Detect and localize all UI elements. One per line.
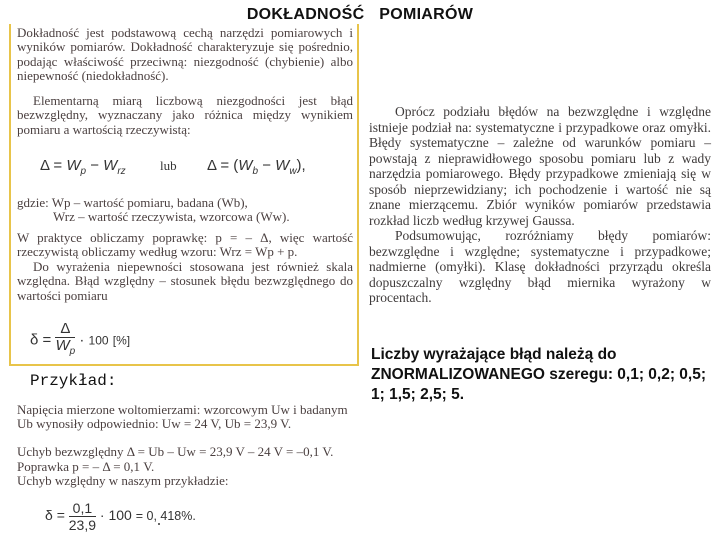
formula-symbol: W [55,337,70,354]
formula-fraction [55,321,75,360]
correction-text: W praktyce obliczamy poprawkę: p = – Δ, więc wartość rzeczywistą obliczamy według wzoru: Wrz = Wp + p. [17,230,353,260]
formula-subscript: rz [117,166,126,177]
example-calc-line: Uchyb bezwzględny Δ = Ub – Uw = 23,9 V – 24 V = –0,1 V. [17,444,334,459]
formula-symbol: = [53,157,63,174]
formula-result: = 0, 418%. [135,509,196,524]
relative-error-formula [30,321,130,360]
formula-symbol: − [262,157,271,174]
example-heading: Przykład: [30,372,117,390]
formula-symbol: − [90,157,99,174]
formula-symbol: · [99,507,105,524]
example-description: Napięcia mierzone woltomierzami: wzorcowym Uw i badanym Ub wynosiły odpowiednio: Uw = 24 V, Ub = 23,9 V. [17,402,348,432]
formula-symbol: · [79,331,85,349]
formula-subscript: p [80,166,87,177]
formula-symbol: 100 [88,333,109,348]
relative-error-text: Do wyrażenia niepewności stosowana jest również skala względna. Błąd względny – stosunek błędu bezwzględnego do wartości pomiaru [17,259,353,303]
accuracy-definition-text: Dokładność jest podstawową cechą narzędzi pomiarowych i wyników pomiarów. Dokładność charakteryzuje się pośrednio, podając właściwość przeciwną: niezgodność (chybienie) albo niepewność (niedokładność). [17,25,353,83]
symbol-legend-line: Wrz – wartość rzeczywista, wzorcowa (Ww). [53,209,290,225]
formula-subscript: w [289,166,297,177]
formula-symbol: = [56,507,65,524]
stray-mark [158,523,160,525]
page-title: DOKŁADNOŚĆ POMIARÓW [246,6,474,23]
formula-unit: [%] [112,333,131,348]
formula-symbol: ( [233,157,239,174]
formula-symbol: W [66,157,81,174]
formula-or-label: lub [160,158,177,173]
example-calc-line: Poprawka p = – Δ = 0,1 V. [17,458,155,474]
error-types-paragraph: Oprócz podziału błędów na bezwzględne i względne istnieje podział na: systematyczne i przypadkowe oraz omyłki. Błędy systematyczne – zależne od warunków pomiaru – powstają z nieprawidłowego sposobu pomiaru lub z wady narzędzia pomiarowego. Błędy przypadkowe zmieniają się w sposób nieprzewidziany; ich pochodzenie i wartość nie są znane mierzącemu. Zbiór wyników pomiarów przedstawia rozkład liczb według krzywej Gaussa. [369,104,711,228]
formula-symbol: δ [30,331,39,349]
fraction-numerator: 0,1 [69,500,96,517]
fraction-denominator [55,338,75,360]
formula-symbol: W [275,157,290,174]
example-calc-line: Uchyb względny w naszym przykładzie: [17,473,229,488]
fraction-denominator: 23,9 [68,517,97,533]
example-calculations [17,445,362,489]
error-types-text [369,104,711,306]
formula-fraction [69,500,96,533]
formula-symbol: , [301,157,306,174]
formula-symbol: = [42,331,52,349]
formula-symbol: W [238,157,253,174]
formula-symbol: Δ [206,157,217,174]
absolute-error-text: Elementarną miarą liczbową niezgodności jest błąd bezwzględny, wyznaczany jako różnica między wynikiem pomiaru a wartością rzeczywistą: [17,93,353,137]
symbol-legend [17,196,353,225]
fraction-numerator: Δ [55,321,75,338]
symbol-legend-line: gdzie: Wp – wartość pomiaru, badana (Wb), [17,195,248,210]
formula-symbol: 100 [108,507,132,524]
formula-symbol: = [220,157,230,174]
formula-symbol: Δ [40,157,50,174]
formula-subscript: b [252,166,259,177]
formula-symbol: δ [45,507,53,524]
normalized-series-text: Liczby wyrażające błąd należą do ZNORMALIZOWANEGO szeregu: 0,1; 0,2; 0,5; 1; 1,5; 2,5; 5. [371,346,707,403]
formula-subscript: p [69,346,76,357]
formula-symbol: W [103,157,118,174]
absolute-error-formula [40,157,306,177]
summary-paragraph: Podsumowując, rozróżniamy błędy pomiarów: bezwzględne i względne; systematyczne i przypadkowe; nadmierne (omyłki). Klasę dokładności przyrządu określa dopuszczalny względny błąd miernika wyrażony w procentach. [369,228,711,305]
example-formula [45,500,196,533]
formula-symbol: ) [296,157,302,174]
